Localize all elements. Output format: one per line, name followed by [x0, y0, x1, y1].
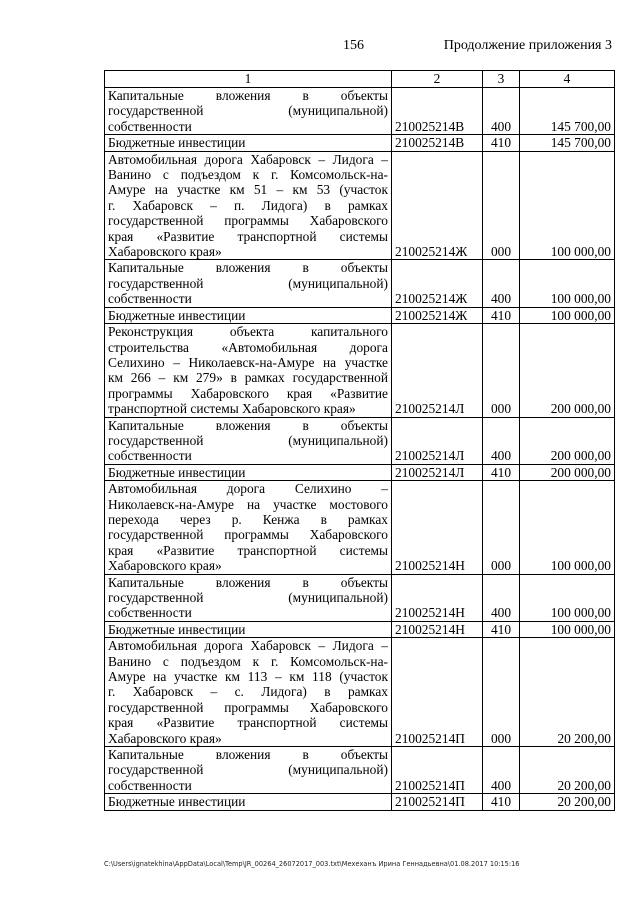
row-sum: 100 000,00: [520, 307, 615, 323]
row-csr-code: 210025214В: [392, 88, 483, 135]
row-sum: 100 000,00: [520, 151, 615, 260]
row-name-line: Селихино – Николаевск-на-Амуре на участке: [108, 354, 388, 370]
table-row: [105, 88, 615, 135]
row-csr-code: 210025214Н: [392, 621, 483, 637]
row-sum: 100 000,00: [520, 574, 615, 621]
row-name-line: Бюджетные инвестиции: [108, 307, 246, 323]
row-csr-code: 210025214В: [392, 135, 483, 151]
table-row: [105, 747, 615, 794]
row-name: [105, 324, 392, 417]
row-name-line: собственности: [108, 777, 192, 793]
row-vr-code: 000: [483, 151, 520, 260]
row-sum: 100 000,00: [520, 260, 615, 307]
page-header: [0, 38, 640, 58]
row-name-line: Бюджетные инвестиции: [108, 621, 246, 637]
row-name-line: Капитальные вложения в объекты: [108, 260, 388, 276]
row-name-line: перехода через р. Кенжа в рамках: [108, 511, 388, 527]
row-csr-code: 210025214Ж: [392, 151, 483, 260]
row-name: [105, 794, 392, 810]
row-name-line: Бюджетные инвестиции: [108, 135, 246, 151]
row-csr-code: 210025214Ж: [392, 307, 483, 323]
row-csr-code: 210025214П: [392, 747, 483, 794]
row-vr-code: 410: [483, 621, 520, 637]
row-name-line: г. Хабаровск – с. Лидога) в рамках: [108, 684, 388, 700]
row-vr-code: 400: [483, 747, 520, 794]
row-sum: 200 000,00: [520, 464, 615, 480]
table-row: [105, 260, 615, 307]
row-name-line: Капитальные вложения в объекты: [108, 417, 388, 433]
row-name-line: Автомобильная дорога Хабаровск – Лидога –: [108, 151, 388, 167]
row-vr-code: 410: [483, 464, 520, 480]
table-row: [105, 417, 615, 464]
row-vr-code: 400: [483, 260, 520, 307]
footer-file-path: C:\Users\ignatekhina\AppData\Local\Temp\JR_00264_26072017_003.txt\Мехеханъ Ирина Геннадьевна\01.08.2017 10:15:16: [104, 860, 520, 868]
row-vr-code: 000: [483, 324, 520, 417]
table-row: [105, 464, 615, 480]
column-header-row: [105, 71, 615, 88]
table-row: [105, 135, 615, 151]
row-vr-code: 400: [483, 88, 520, 135]
row-vr-code: 410: [483, 135, 520, 151]
row-sum: 200 000,00: [520, 324, 615, 417]
row-csr-code: 210025214Н: [392, 481, 483, 574]
row-name: [105, 307, 392, 323]
row-vr-code: 400: [483, 417, 520, 464]
row-name-line: Капитальные вложения в объекты: [108, 88, 388, 103]
row-name-line: края «Развитие транспортной системы: [108, 228, 388, 244]
row-vr-code: 400: [483, 574, 520, 621]
row-name-line: км 266 – км 279» в рамках государственной: [108, 370, 388, 386]
table-row: [105, 307, 615, 323]
column-header-4: 4: [520, 71, 615, 88]
column-header-1: 1: [105, 71, 392, 88]
row-name-line: Ванино с подъездом к г. Комсомольск-на-: [108, 653, 388, 669]
row-name-line: Амуре на участке км 113 – км 118 (участок: [108, 669, 388, 685]
row-name-line: собственности: [108, 291, 192, 307]
table-row: [105, 638, 615, 747]
row-name-line: Хабаровского края»: [108, 730, 222, 746]
row-csr-code: 210025214П: [392, 794, 483, 810]
row-name-line: Бюджетные инвестиции: [108, 794, 246, 810]
row-name-line: государственной (муниципальной): [108, 275, 388, 291]
row-sum: 145 700,00: [520, 135, 615, 151]
column-header-2: 2: [392, 71, 483, 88]
row-name-line: Бюджетные инвестиции: [108, 464, 246, 480]
row-name: [105, 638, 392, 747]
table-row: [105, 794, 615, 810]
row-csr-code: 210025214Ж: [392, 260, 483, 307]
row-name: [105, 151, 392, 260]
row-name: [105, 260, 392, 307]
row-name-line: государственной (муниципальной): [108, 590, 388, 605]
row-name: [105, 464, 392, 480]
row-csr-code: 210025214Н: [392, 574, 483, 621]
row-sum: 100 000,00: [520, 621, 615, 637]
row-name: [105, 574, 392, 621]
row-name-line: транспортной системы Хабаровского края»: [108, 401, 356, 417]
row-sum: 20 200,00: [520, 638, 615, 747]
row-name-line: государственной программы Хабаровского: [108, 527, 388, 543]
table-row: [105, 151, 615, 260]
row-vr-code: 000: [483, 638, 520, 747]
row-name-line: собственности: [108, 448, 192, 464]
row-csr-code: 210025214Л: [392, 417, 483, 464]
row-name-line: Хабаровского края»: [108, 558, 222, 574]
row-name-line: государственной программы Хабаровского: [108, 699, 388, 715]
row-name-line: Николаевск-на-Амуре на участке мостового: [108, 496, 388, 512]
row-sum: 20 200,00: [520, 794, 615, 810]
row-name: [105, 481, 392, 574]
table-row: [105, 621, 615, 637]
row-csr-code: 210025214Л: [392, 324, 483, 417]
row-name: [105, 135, 392, 151]
row-name-line: собственности: [108, 118, 192, 134]
table-row: [105, 324, 615, 417]
row-name-line: Капитальные вложения в объекты: [108, 574, 388, 590]
row-vr-code: 410: [483, 794, 520, 810]
row-sum: 200 000,00: [520, 417, 615, 464]
column-header-3: 3: [483, 71, 520, 88]
row-name: [105, 88, 392, 135]
row-name-line: Автомобильная дорога Селихино –: [108, 481, 388, 497]
page-number: 156: [343, 38, 364, 53]
row-name-line: Хабаровского края»: [108, 244, 222, 260]
row-name-line: государственной программы Хабаровского: [108, 213, 388, 229]
row-name-line: г. Хабаровск – п. Лидога) в рамках: [108, 197, 388, 213]
row-name: [105, 747, 392, 794]
row-name-line: собственности: [108, 605, 192, 621]
row-name: [105, 621, 392, 637]
row-name-line: Реконструкция объекта капитального: [108, 324, 388, 340]
row-name-line: строительства «Автомобильная дорога: [108, 339, 388, 355]
row-sum: 20 200,00: [520, 747, 615, 794]
row-name-line: программы Хабаровского края «Развитие: [108, 385, 388, 401]
table-row: [105, 481, 615, 574]
row-name-line: государственной (муниципальной): [108, 103, 388, 119]
row-csr-code: 210025214П: [392, 638, 483, 747]
row-name-line: государственной (муниципальной): [108, 432, 388, 448]
table-row: [105, 574, 615, 621]
row-name: [105, 417, 392, 464]
row-name-line: края «Развитие транспортной системы: [108, 715, 388, 731]
row-vr-code: 410: [483, 307, 520, 323]
row-name-line: края «Развитие транспортной системы: [108, 542, 388, 558]
row-name-line: Ванино с подъездом к г. Комсомольск-на-: [108, 167, 388, 183]
row-vr-code: 000: [483, 481, 520, 574]
row-csr-code: 210025214Л: [392, 464, 483, 480]
row-name-line: государственной (муниципальной): [108, 762, 388, 778]
row-name-line: Капитальные вложения в объекты: [108, 747, 388, 763]
row-sum: 100 000,00: [520, 481, 615, 574]
table-body: [105, 88, 615, 811]
row-sum: 145 700,00: [520, 88, 615, 135]
row-name-line: Амуре на участке км 51 – км 53 (участок: [108, 182, 388, 198]
continuation-label: Продолжение приложения 3: [443, 38, 612, 53]
budget-table: [104, 70, 615, 811]
row-name-line: Автомобильная дорога Хабаровск – Лидога –: [108, 638, 388, 654]
